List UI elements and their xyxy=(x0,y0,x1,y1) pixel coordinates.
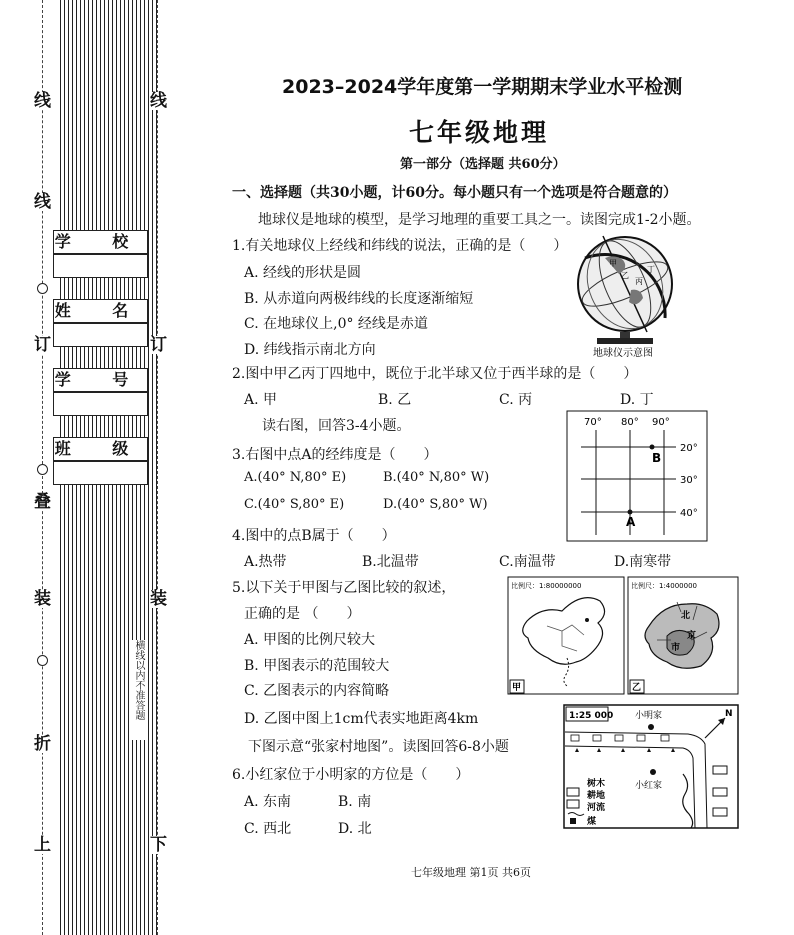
option[interactable]: C.南温带 xyxy=(499,554,556,570)
page-footer: 七年级地理 第1页 共6页 xyxy=(411,866,531,879)
margin-char: 上 xyxy=(34,835,51,855)
name-label: 姓 名 xyxy=(53,299,148,323)
north-label: N xyxy=(725,709,733,719)
section-intro: 地球仪是地球的模型，是学习地理的重要工具之一。读图完成1-2小题。 xyxy=(258,212,701,228)
margin-char: 线 xyxy=(34,91,51,111)
class-label: 班 级 xyxy=(53,437,148,461)
option[interactable]: D. 乙图中图上1cm代表实地距离4km xyxy=(244,711,479,727)
option[interactable]: A. 经线的形状是圆 xyxy=(244,265,362,281)
question-stem: 1.有关地球仪上经线和纬线的说法，正确的是（ ） xyxy=(232,238,568,254)
margin-char: 线 xyxy=(150,91,167,111)
point-b-label: B xyxy=(652,451,662,465)
globe-label: 丁 xyxy=(647,265,655,274)
binding-dashed-line-right xyxy=(157,0,158,935)
globe-caption: 地球仪示意图 xyxy=(593,348,653,359)
question-stem: 5.以下关于甲图与乙图比较的叙述， xyxy=(232,580,456,596)
latitude-label: 30° xyxy=(680,475,698,486)
map-b-place: 京 xyxy=(687,631,697,641)
legend-item: 耕地 xyxy=(587,791,606,801)
reading-prompt: 下图示意“张家村地图”。读图回答6-8小题 xyxy=(248,739,509,755)
binding-hole xyxy=(37,283,48,294)
longitude-label: 90° xyxy=(652,417,670,428)
school-label: 学 校 xyxy=(53,230,148,254)
margin-char: 线 xyxy=(34,192,51,212)
question-stem-continued: 正确的是 （ ） xyxy=(244,606,361,622)
latitude-label: 40° xyxy=(680,508,698,519)
student-id-label: 学 号 xyxy=(53,368,148,392)
margin-char: 下 xyxy=(150,835,167,855)
legend-item: 树木 xyxy=(587,779,606,789)
option[interactable]: B. 南 xyxy=(338,794,372,810)
school-field[interactable] xyxy=(53,254,148,278)
map-a-figure xyxy=(507,576,625,695)
option[interactable]: D.南寒带 xyxy=(614,554,672,570)
village-scale: 1:25 000 xyxy=(569,711,614,721)
map-b-figure xyxy=(627,576,739,695)
legend-item: 煤 xyxy=(587,817,597,827)
option[interactable]: B. 甲图表示的范围较大 xyxy=(244,658,390,674)
margin-char: 装 xyxy=(150,589,167,609)
legend-item: 河流 xyxy=(587,803,606,813)
option[interactable]: C. 丙 xyxy=(499,392,533,408)
part-heading: 第一部分（选择题 共60分） xyxy=(400,157,566,172)
option[interactable]: B. 从赤道向两极纬线的长度逐渐缩短 xyxy=(244,291,474,307)
reading-prompt: 读右图，回答3-4小题。 xyxy=(262,418,411,434)
option[interactable]: A. 甲图的比例尺较大 xyxy=(244,632,376,648)
option[interactable]: D. 北 xyxy=(338,821,372,837)
option[interactable]: B.北温带 xyxy=(362,554,419,570)
map-b-scale: 比例尺：1:4000000 xyxy=(631,582,697,590)
option[interactable]: A. 东南 xyxy=(244,794,292,810)
margin-char: 装 xyxy=(34,589,51,609)
map-a-scale: 比例尺：1:80000000 xyxy=(511,582,582,590)
margin-char: 折 xyxy=(34,734,51,754)
binding-hole xyxy=(37,655,48,666)
exam-title: 2023–2024学年度第一学期期末学业水平检测 xyxy=(282,76,683,98)
map-b-place: 市 xyxy=(671,643,681,653)
option[interactable]: C. 乙图表示的内容简略 xyxy=(244,683,390,699)
globe-label: 甲 xyxy=(609,259,617,268)
globe-label: 乙 xyxy=(621,271,629,280)
xiaoming-home-label: 小明家 xyxy=(635,711,663,721)
map-b-label: 乙 xyxy=(632,683,642,693)
binding-hole xyxy=(37,464,48,475)
option[interactable]: C.(40° S,80° E) xyxy=(244,497,345,512)
option[interactable]: B.(40° N,80° W) xyxy=(383,470,490,485)
no-answer-warning: 横线以内不准答题 xyxy=(130,640,146,740)
latitude-label: 20° xyxy=(680,443,698,454)
map-b-place: 北 xyxy=(681,611,691,621)
option[interactable]: A. 甲 xyxy=(244,392,278,408)
xiaohong-home-label: 小红家 xyxy=(635,781,663,791)
margin-char: 订 xyxy=(34,335,51,355)
globe-label: 丙 xyxy=(635,277,643,286)
margin-char: 订 xyxy=(150,335,167,355)
lat-lon-grid-figure xyxy=(566,410,709,543)
name-field[interactable] xyxy=(53,323,148,347)
longitude-label: 80° xyxy=(621,417,639,428)
class-field[interactable] xyxy=(53,461,148,485)
subject-title: 七年级地理 xyxy=(409,118,550,147)
globe-figure xyxy=(565,228,690,363)
option[interactable]: D. 丁 xyxy=(620,392,654,408)
option[interactable]: C. 在地球仪上,0° 经线是赤道 xyxy=(244,316,428,332)
village-map-figure xyxy=(563,704,739,829)
question-stem: 4.图中的点B属于（ ） xyxy=(232,528,396,544)
option[interactable]: D. 纬线指示南北方向 xyxy=(244,342,376,358)
option[interactable]: A.热带 xyxy=(244,554,287,570)
question-stem: 3.右图中点A的经纬度是（ ） xyxy=(232,447,438,463)
student-id-field[interactable] xyxy=(53,392,148,416)
question-stem: 2.图中甲乙丙丁四地中，既位于北半球又位于西半球的是（ ） xyxy=(232,366,638,382)
option[interactable]: C. 西北 xyxy=(244,821,292,837)
margin-char: 叠 xyxy=(34,492,51,512)
option[interactable]: D.(40° S,80° W) xyxy=(383,497,488,512)
section-heading: 一、选择题（共30小题，计60分。每小题只有一个选项是符合题意的） xyxy=(232,185,677,201)
map-a-label: 甲 xyxy=(512,683,522,693)
longitude-label: 70° xyxy=(584,417,602,428)
option[interactable]: A.(40° N,80° E) xyxy=(244,470,347,485)
question-stem: 6.小红家位于小明家的方位是（ ） xyxy=(232,767,470,783)
option[interactable]: B. 乙 xyxy=(378,392,412,408)
point-a-label: A xyxy=(626,515,636,529)
